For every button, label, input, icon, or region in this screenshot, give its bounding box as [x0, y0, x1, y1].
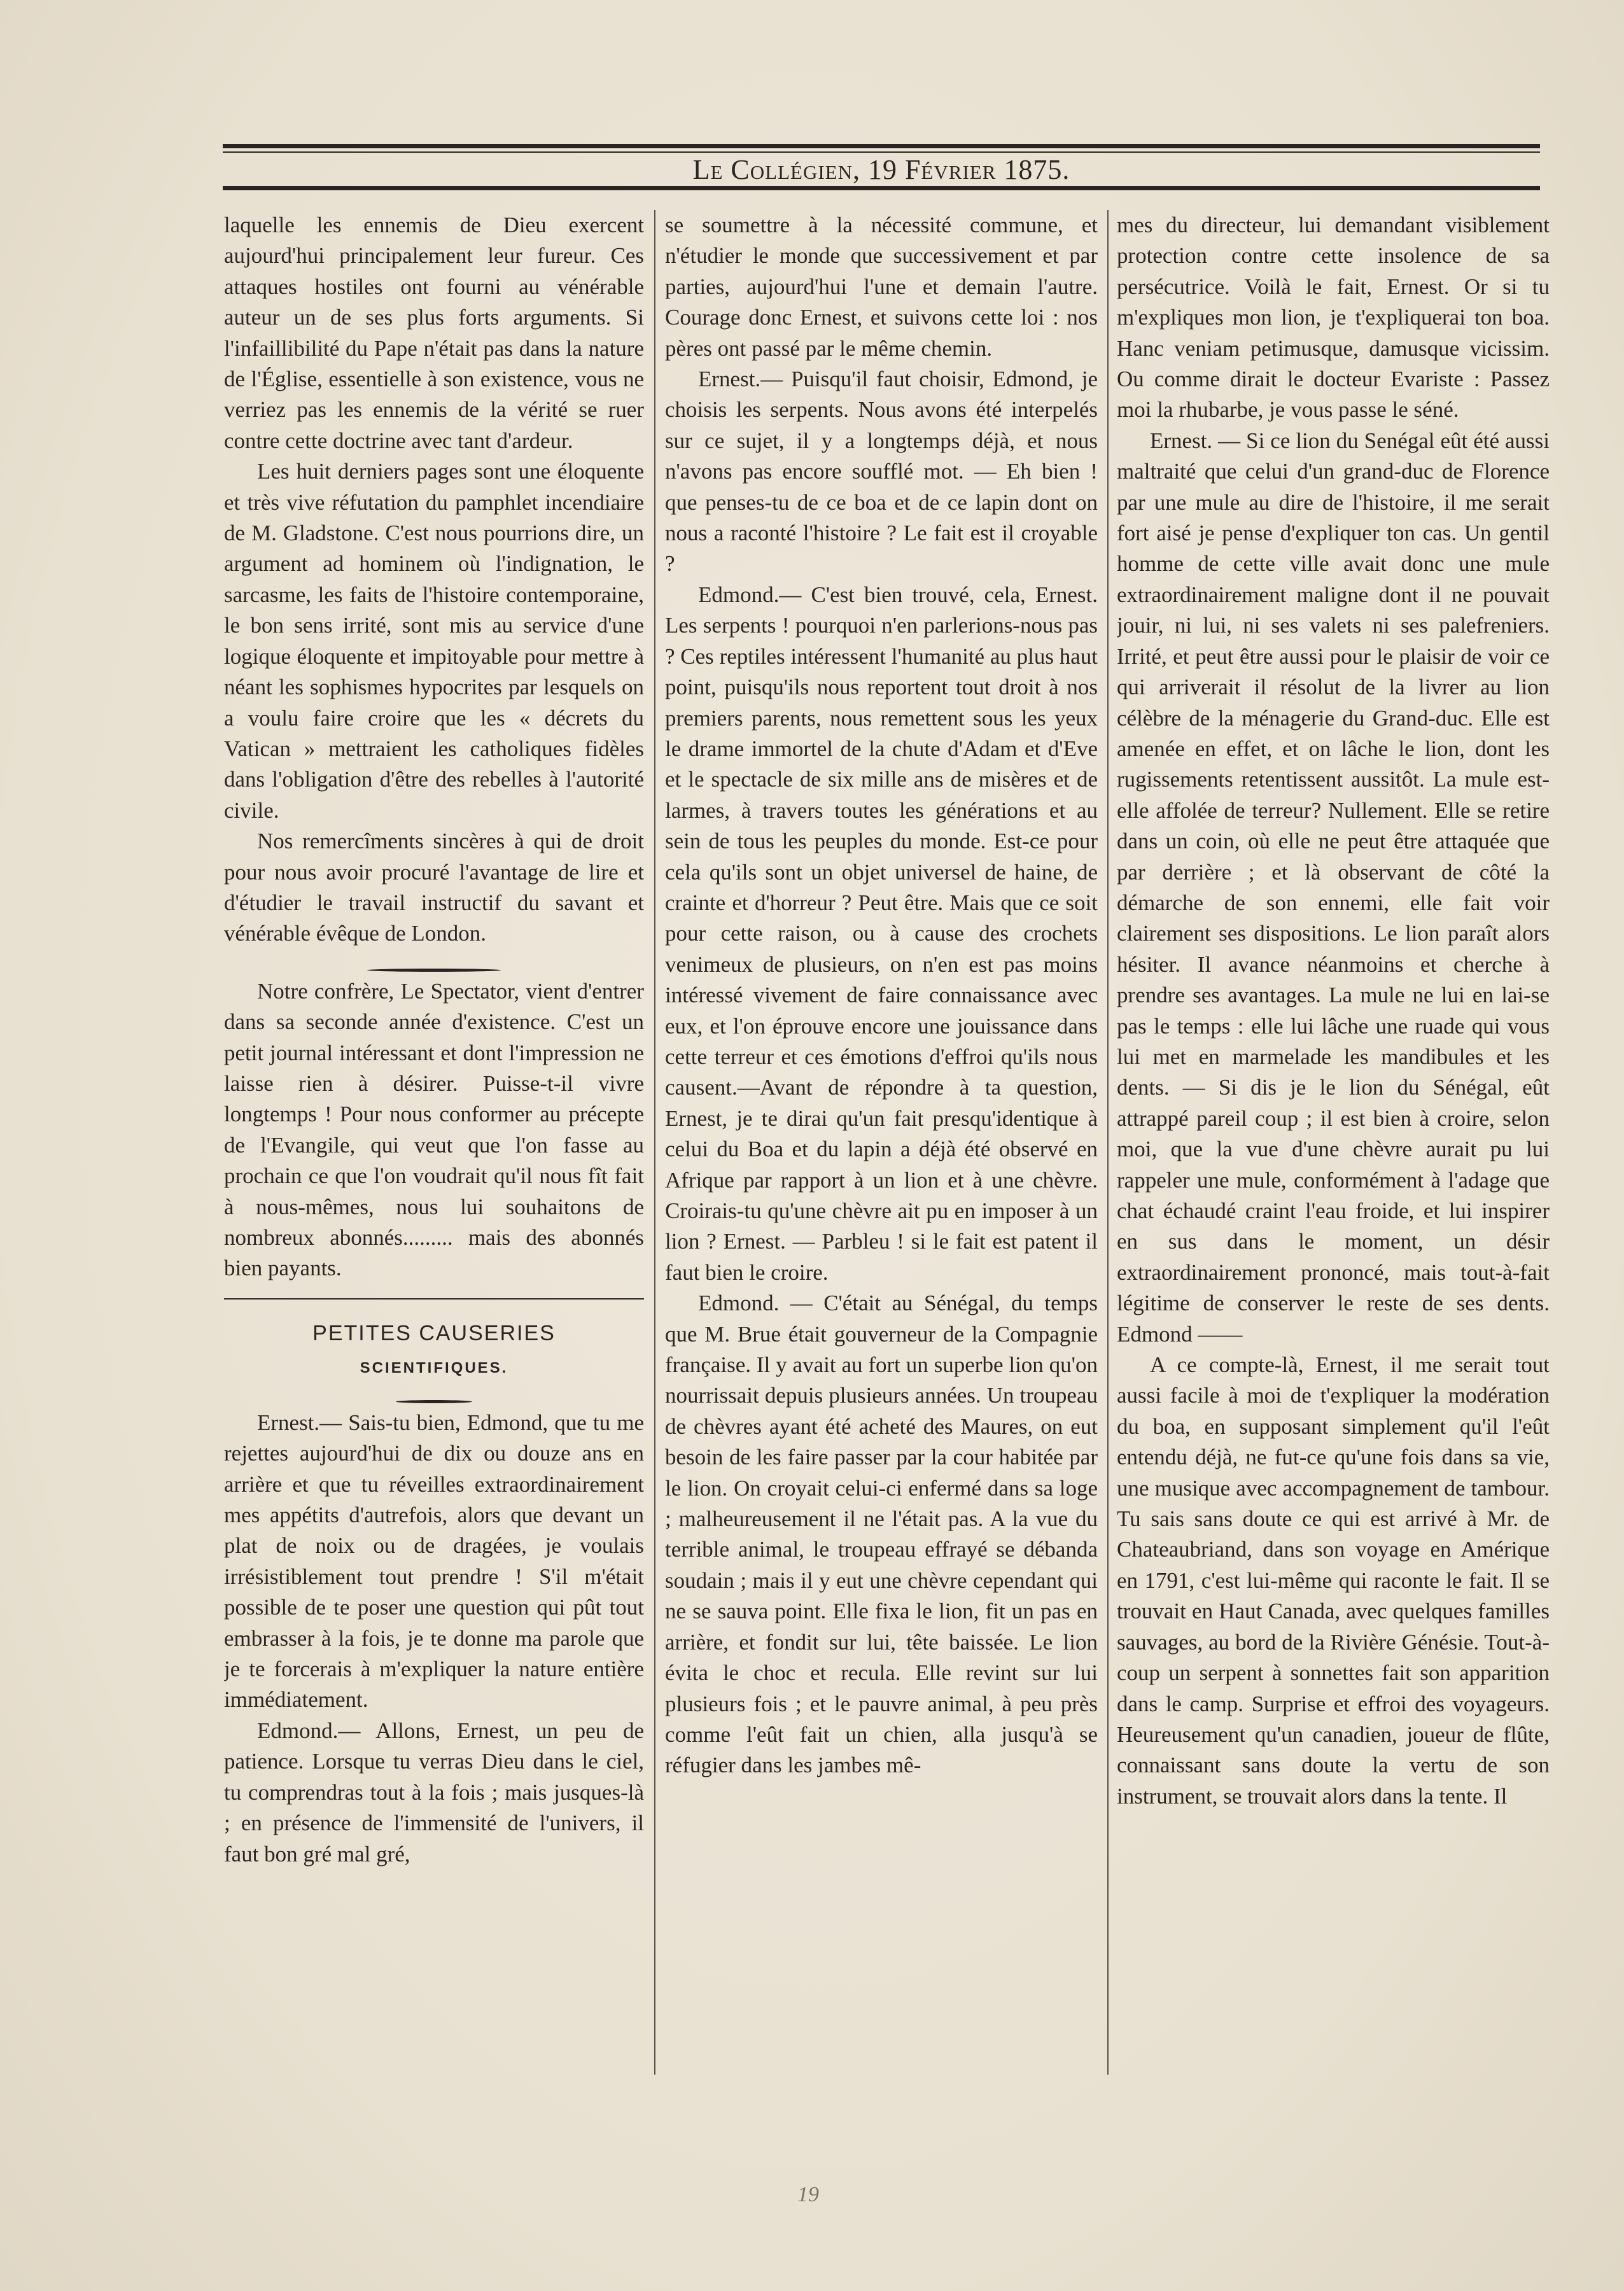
- paragraph: Ernest.— Sais-tu bien, Edmond, que tu me rejettes aujourd'hui de dix ou douze ans en arrière et que tu réveilles extraordinairement mes appétits d'autrefois, alors que devant un plat de noix ou de dragées, je voulais irrésistiblement tout prendre ! S'il m'était possible de te poser une question qui pût tout embrasser à la fois, je te donne ma parole que je te forcerais à m'expliquer la nature entière immédiatement.: [224, 1410, 644, 1713]
- paragraph: Edmond.— Allons, Ernest, un peu de patience. Lorsque tu verras Dieu dans le ciel, tu comprendras tout à la fois ; mais jusques-là ; en présence de l'immensité de l'univers, il faut bon gré mal gré,: [224, 1718, 644, 1867]
- section-ornament: [224, 949, 644, 976]
- column-2: [665, 210, 1098, 2126]
- paragraph: Nos remercîments sincères à qui de droit pour nous avoir procuré l'avantage de lire et d'étudier le travail instructif du savant et vénérable évêque de London.: [224, 829, 644, 946]
- heading-ornament: [224, 1381, 644, 1408]
- column-rule-2: [1107, 210, 1109, 2075]
- running-head: Le Collégien, 19 Février 1875.: [692, 154, 1070, 185]
- paragraph: Edmond. — C'était au Sénégal, du temps que M. Brue était gouverneur de la Compagnie française. Il y avait au fort un superbe lion qu'on nourrissait depuis plusieurs années. Un troupeau de chèvres ayant été acheté des Maures, on eut besoin de les faire passer par la cour habitée par le lion. On croyait celui-ci enfermé dans sa loge ; malheureusement il ne l'était pas. A la vue du terrible animal, le troupeau effrayé se débanda soudain ; mais il y eut une chèvre cependant qui ne se sauva point. Elle fixa le lion, fit un pas en arrière, et fondit sur lui, tête baissée. Le lion évita le choc et recula. Elle revint sur lui plusieurs fois ; et le pauvre animal, à peu près comme l'eût fait un chien, alla jusqu'à se réfugier dans les jambes mê-: [665, 1291, 1098, 1778]
- paragraph: Ernest.— Puisqu'il faut choisir, Edmond, je choisis les serpents. Nous avons été interpelés sur ce sujet, il y a longtemps déjà, et nous n'avons pas encore soufflé mot. — Eh bien ! que penses-tu de ce boa et de ce lapin dont on nous a raconté l'histoire ? Le fait est il croyable ?: [665, 367, 1098, 577]
- section-heading: PETITES CAUSERIES: [312, 1321, 556, 1345]
- column-3: [1117, 210, 1550, 2126]
- paragraph: se soumettre à la nécessité commune, et n'étudier le monde que successivement et par parties, aujourd'hui l'une et demain l'autre. Courage donc Ernest, et suivons cette loi : nos pères ont passé par le même chemin.: [665, 213, 1098, 361]
- paragraph: Ernest. — Si ce lion du Senégal eût été aussi maltraité que celui d'un grand-duc de Florence par une mule au dire de l'histoire, il me serait fort aisé je pense d'expliquer ton cas. Un gentil homme de cette ville avait donc une mule extraordinairement maligne dont il ne pouvait jouir, ni lui, ni ses valets ni ses palefreniers. Irrité, et peut être aussi pour le plaisir de voir ce qui arriverait il résolut de la livrer au lion célèbre de la ménagerie du Grand-duc. Elle est amenée en effet, et on lâche le lion, dont les rugissements retentissent aussitôt. La mule est-elle affolée de terreur? Nullement. Elle se retire dans un coin, où elle ne peut être attaquée que par derrière ; et là observant de côté la démarche de son ennemi, elle fait voir clairement ses dispositions. Le lion paraît alors hésiter. Il avance néanmoins et cherche à prendre ses avantages. La mule ne lui en lai-se pas le temps : elle lui lâche une ruade qui vous lui met en marmelade les mandibules et les dents. — Si dis je le lion du Sénégal, eût attrappé pareil coup ; il est bien à croire, selon moi, que la vue d'une chèvre aurait pu lui rappeler une mule, conformément à l'adage que chat échaudé craint l'eau froide, et lui inspirer en sus dans le moment, un désir extraordinairement prononcé, mais tout-à-fait légitime de conserver le reste de ses dents. Edmond ——: [1117, 428, 1550, 1347]
- paragraph: Les huit derniers pages sont une éloquente et très vive réfutation du pamphlet incendiaire de M. Gladstone. C'est nous pourrions dire, un argument ad hominem où l'indignation, le sarcasme, les faits de l'histoire contemporaine, le bon sens irrité, sont mis au service d'une logique éloquente et impitoyable pour mettre à néant les sophismes hypocrites par lesquels on a voulu faire croire que les « décrets du Vatican » mettraient les catholiques fidèles dans l'obligation d'être des rebelles à l'autorité civile.: [224, 459, 644, 823]
- section-divider: [224, 1298, 644, 1300]
- paragraph: Edmond.— C'est bien trouvé, cela, Ernest. Les serpents ! pourquoi n'en parlerions-nous pas ? Ces reptiles intéressent l'humanité au plus haut point, puisqu'ils nous reportent tout droit à nos premiers parents, nous remettent sous les yeux le drame immortel de la chute d'Adam et d'Eve et le spectacle de six mille ans de misères et de larmes, à travers toutes les générations et au sein de tous les peuples du monde. Est-ce pour cela qu'ils sont un objet universel de haine, de crainte et d'horreur ? Peut être. Mais que ce soit pour cette raison, ou à cause des crochets venimeux de plusieurs, on n'en est pas moins intéressé vivement de faire connaissance avec eux, et l'on éprouve encore une jouissance dans cette terreur et ces émotions d'effroi qu'ils nous causent.—Avant de répondre à ta question, Ernest, je te dirai qu'un fait presqu'identique à celui du Boa et du lapin a déjà été observé en Afrique par rapport à un lion et à une chèvre. Croirais-tu qu'une chèvre ait pu en imposer à un lion ? Ernest. — Parbleu ! si le fait est patent il faut bien le croire.: [665, 582, 1098, 1285]
- section-subheading: SCIENTIFIQUES.: [360, 1359, 508, 1377]
- column-1: [224, 210, 644, 2126]
- header-bottom-rule: [223, 186, 1540, 190]
- page-number: 19: [797, 2183, 819, 2206]
- paragraph: Notre confrère, Le Spectator, vient d'entrer dans sa seconde année d'existence. C'est un petit journal intéressant et dont l'impression ne laisse rien à désirer. Puisse-t-il vivre longtemps ! Pour nous conformer au précepte de l'Evangile, qui veut que l'on fasse au prochain ce que l'on voudrait qu'il nous fît fait à nous-mêmes, nous lui souhaitons de nombreux abonnés......... mais des abonnés bien payants.: [224, 978, 644, 1281]
- column-rule-1: [654, 210, 655, 2075]
- header-top-rule: [223, 144, 1540, 148]
- paragraph: laquelle les ennemis de Dieu exercent aujourd'hui principalement leur fureur. Ces attaques hostiles ont fourni au vénérable auteur un de ses plus forts arguments. Si l'infaillibilité du Pape n'était pas dans la nature de l'Église, essentielle à son existence, vous ne verriez pas les ennemis de la vérité se ruer contre cette doctrine avec tant d'ardeur.: [224, 213, 644, 453]
- paragraph: mes du directeur, lui demandant visiblement protection contre cette insolence de sa persécutrice. Voilà le fait, Ernest. Or si tu m'expliques mon lion, je t'expliquerai ton boa. Hanc veniam petimusque, damusque vicissim. Ou comme dirait le docteur Evariste : Passez moi la rhubarbe, je vous passe le séné.: [1117, 213, 1550, 423]
- paragraph: A ce compte-là, Ernest, il me serait tout aussi facile à moi de t'expliquer la modération du boa, en supposant simplement qu'il l'eût entendu déjà, ne fut-ce qu'une fois dans sa vie, une musique avec accompagnement de tambour. Tu sais sans doute ce qui est arrivé à Mr. de Chateaubriand, dans son voyage en Amérique en 1791, c'est lui-même qui raconte le fait. Il se trouvait en Haut Canada, avec quelques familles sauvages, au bord de la Rivière Génésie. Tout-à-coup un serpent à sonnettes fait son apparition dans le camp. Surprise et effroi des voyageurs. Heureusement qu'un canadien, joueur de flûte, connaissant sans doute la vertu de son instrument, se trouvait alors dans la tente. Il: [1117, 1352, 1550, 1809]
